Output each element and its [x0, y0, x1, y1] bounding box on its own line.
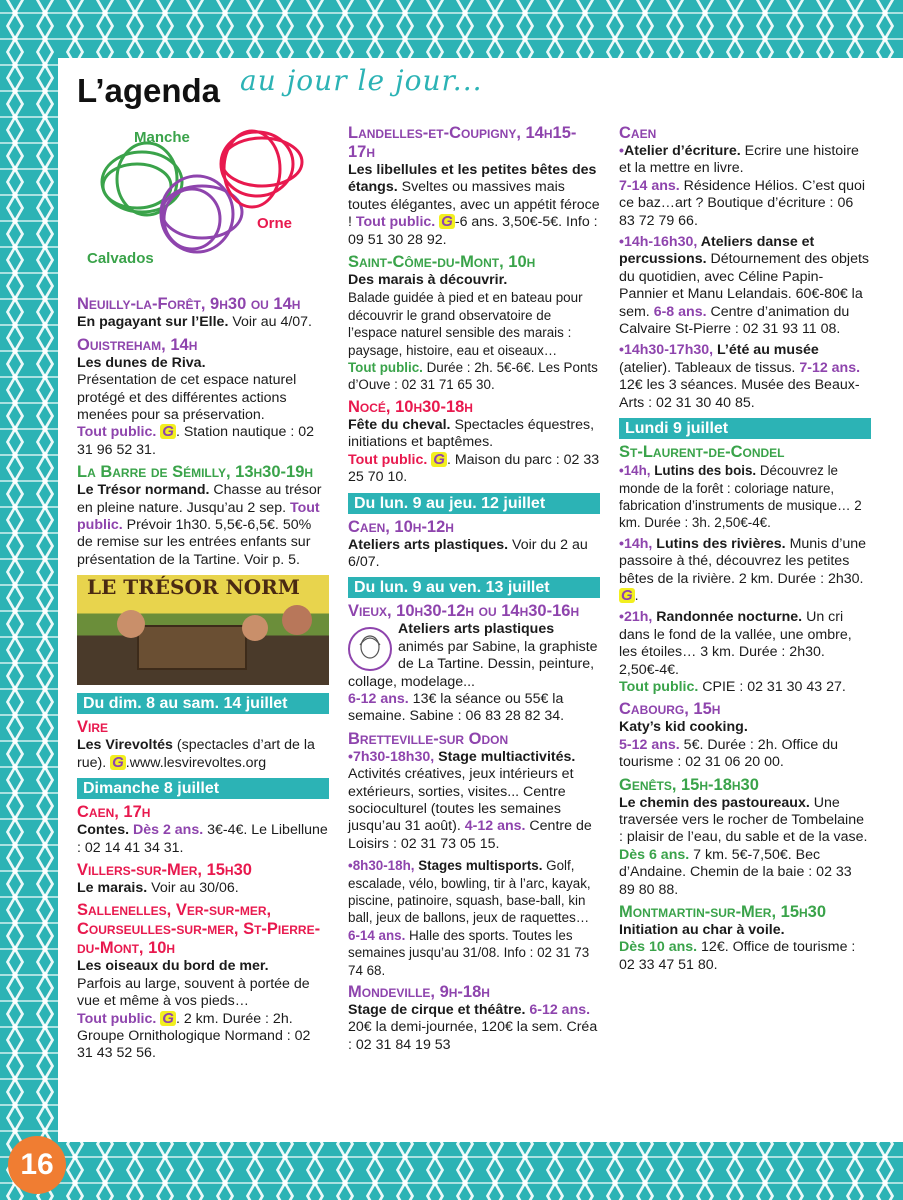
audience-label: Tout public. [619, 678, 699, 695]
age-label: 6-12 ans. [348, 690, 409, 707]
event-title: Fête du cheval. [348, 416, 451, 433]
event-item [77, 372, 329, 459]
event-details: . Station nautique : 02 31 96 52 31. [77, 424, 314, 458]
event-details: Prévoir 1h30. 5,5€-6,5€. 50% de remise sur les entrées enfants sur présentation de la Tartine. Voir p. 5. [77, 517, 312, 568]
date-bar: Du lun. 9 au ven. 13 juillet [348, 577, 600, 598]
event-place: Villers-sur-Mer, 15h30 [77, 860, 252, 879]
event-text: Activités créatives, jeux intérieurs et extérieurs, sorties, visites... Centre socioculturel (toutes les semaines jusqu’au 31 août). [348, 766, 574, 835]
event-title: Le chemin des pastoureaux. [619, 794, 810, 811]
age-label: 7-14 ans. [619, 177, 680, 194]
date-bar: Dimanche 8 juillet [77, 778, 329, 799]
event-place: Montmartin-sur-Mer, 15h30 [619, 903, 827, 922]
event-text: animés par Sabine, la graphiste de La Tartine. Dessin, peinture, collage, modelage... [348, 638, 598, 690]
event-place: Nocé, 10h30-18h [348, 397, 473, 416]
event-item [348, 621, 600, 725]
event-item [348, 417, 600, 487]
event-title: Ateliers danse et percussions. [619, 234, 815, 268]
event-item [77, 482, 329, 569]
event-details: . Maison du parc : 02 33 25 70 10. [348, 451, 600, 486]
map-label-calvados: Calvados [87, 250, 154, 267]
age-label: 7-12 ans. [799, 359, 861, 376]
event-place: Vire [77, 718, 109, 737]
event-item [619, 737, 871, 772]
event-place: Caen, 10h-12h [348, 517, 454, 536]
child-figure-icon [242, 615, 268, 641]
event-place: Genêts, 15h-18h30 [619, 775, 759, 794]
age-label: 6-14 ans. [348, 927, 406, 943]
event-text: Parfois au large, souvent à portée de vue et même à vos pieds… [77, 975, 310, 1010]
age-label: Dès 2 ans. [129, 822, 204, 839]
event-text: Un cri dans le fond de la vallée, une ombre, les étoiles… 3 km. Durée : 2h30. 2,50€-4€. [619, 609, 852, 678]
date-bar: Lundi 9 juillet [619, 418, 871, 439]
event-details: -6 ans. 3,50€-5€. Info : 09 51 30 28 92. [348, 214, 598, 248]
event-title: Lutins des rivières. [652, 535, 786, 552]
event-place: Saint-Côme-du-Mont, 10h [348, 253, 536, 272]
event-place: St-Laurent-de-Condel [619, 443, 785, 462]
treasure-chest-icon [137, 625, 247, 670]
page-title: L’agenda [77, 72, 221, 109]
event-title: Les libellules et les petites bêtes des étangs. [348, 162, 597, 196]
event-link[interactable]: .www.lesvirevoltes.org [125, 754, 267, 771]
page-number: 16 [8, 1136, 66, 1194]
map-label-manche: Manche [134, 129, 190, 146]
event-text: Découvrez le monde de la forêt : coloriage nature, fabrication d’instruments de musique… 2 km. Durée : 3h. 2,50€-4€. [619, 463, 862, 531]
age-label: 6-8 ans. [653, 303, 707, 320]
column-1 [77, 124, 329, 1063]
age-label: 5-12 ans. [619, 736, 680, 753]
event-details: 12€. Office de tourisme : 02 33 47 51 80. [619, 939, 856, 973]
audience-label: Tout public. [77, 424, 157, 441]
event-title: Les Virevoltés [77, 737, 173, 754]
event-item [77, 880, 329, 897]
event-item [619, 795, 871, 899]
free-g-icon: G [621, 586, 633, 604]
event-item [348, 162, 600, 249]
column-2 [348, 124, 600, 1054]
date-bar: Du dim. 8 au sam. 14 juillet [77, 693, 329, 714]
event-item [619, 462, 871, 532]
event-title: Katy’s kid cooking. [619, 719, 748, 736]
event-item [77, 822, 329, 857]
event-text: Balade guidée à pied et en bateau pour découvrir le grand observatoire de l’espace naturel sensible des marais : paysage, histoire, eau et oiseaux… [348, 290, 583, 358]
audience-label: Tout public. [348, 360, 423, 376]
event-title: Stage multiactivités. [434, 748, 576, 765]
event-time: •8h30-18h, [348, 858, 415, 874]
event-item [619, 234, 871, 338]
event-place: Bretteville-sur Odon [348, 729, 509, 748]
event-item [619, 939, 871, 974]
event-place: La Barre de Sémilly, 13h30-19h [77, 463, 314, 482]
event-text: Présentation de cet espace naturel protégé et des différentes actions menées pour sa préservation. [77, 372, 297, 424]
event-time: •14h-16h30, [619, 234, 698, 251]
map-label-orne: Orne [257, 215, 293, 232]
event-place: Caen, 17h [77, 803, 151, 822]
event-title: Le Trésor normand. [77, 482, 210, 499]
event-time: • [619, 143, 624, 159]
event-text: Chasse au trésor en pleine nature. Jusqu’au 2 sep. [77, 482, 322, 516]
event-item [348, 749, 600, 853]
event-details: 7 km. 5€-7,50€. Bec d’Andaine. Chemin de la baie : 02 33 89 80 88. [619, 846, 852, 898]
treasure-photo [77, 575, 329, 685]
event-item [348, 537, 600, 572]
audience-label: Tout public. [77, 1010, 157, 1027]
event-item [77, 976, 329, 1063]
event-title: Des marais à découvrir. [348, 272, 508, 289]
event-text: Sveltes ou massives mais toutes élégantes, avec un appétit féroce ! [348, 179, 600, 231]
event-place: Neuilly-la-Forêt, 9h30 ou 14h [77, 295, 301, 314]
event-details: 13€ la séance ou 55€ la semaine. Sabine : 06 83 28 82 34. [348, 690, 565, 725]
event-title: Les dunes de Riva. [77, 354, 206, 371]
age-label: 6-12 ans. [525, 1002, 591, 1019]
audience-label: Tout public. [355, 214, 436, 231]
event-details: 12€ les 3 séances. Musée des Beaux-Arts : 02 31 30 40 85. [619, 377, 860, 411]
free-g-icon: G [162, 423, 174, 441]
event-text: (spectacles d’art de la rue). [77, 737, 315, 771]
event-text: Spectacles équestres, initiations et baptêmes. [348, 416, 595, 451]
free-g-icon: G [112, 753, 124, 771]
event-text: Ecrire une histoire et la mettre en livre. [619, 143, 859, 177]
event-item [77, 314, 329, 331]
event-title: Lutins des bois. [650, 463, 757, 479]
photo-sign-text: LE TRÉSOR NORM [87, 575, 300, 600]
event-details: Durée : 2h. 5€-6€. Les Ponts d’Ouve : 02 31 71 65 30. [348, 360, 598, 393]
event-item [348, 1002, 600, 1054]
event-place: Ouistreham, 14h [77, 335, 198, 354]
event-title: En pagayant sur l’Elle. [77, 314, 229, 331]
event-place: Caen [619, 124, 657, 142]
date-bar: Du lun. 9 au jeu. 12 juillet [348, 493, 600, 514]
event-details: 20€ la demi-journée, 120€ la sem. Créa : 02 31 84 19 53 [348, 1019, 598, 1053]
event-time: •7h30-18h30, [348, 748, 435, 765]
event-details: . 2 km. Durée : 2h. Groupe Ornithologique Normand : 02 31 43 52 56. [77, 1010, 311, 1062]
audience-label: Tout public. [348, 451, 428, 468]
free-g-icon: G [441, 213, 453, 231]
event-title: L’été au musée [713, 342, 819, 359]
event-time: •21h, [619, 609, 653, 626]
event-details: Résidence Hélios. C’est quoi ce baz…art ? Boutique d’écriture : 06 83 72 79 66. [619, 177, 866, 229]
event-text: Golf, escalade, vélo, bowling, tir à l’arc, kayak, piscine, patinoire, squash, base-ball, kin ball, jeux de ballons, jeux de raquettes… [348, 858, 591, 926]
event-text: Voir au 4/07. [228, 314, 312, 331]
event-title: Randonnée nocturne. [652, 609, 803, 626]
event-place: Landelles-et-Coupigny, 14h15-17h [348, 124, 577, 161]
event-place: Mondeville, 9h-18h [348, 983, 490, 1002]
event-text: (atelier). Tableaux de tissus. [619, 359, 800, 376]
child-figure-icon [282, 605, 312, 635]
event-details: Centre d’animation du Calvaire St-Pierre : 02 31 93 11 08. [619, 303, 850, 338]
event-title: Contes. [77, 822, 130, 839]
age-label: Dès 10 ans. [619, 939, 698, 956]
age-label: 4-12 ans. [464, 818, 526, 835]
event-details: 5€. Durée : 2h. Office du tourisme : 02 31 06 20 00. [619, 736, 838, 771]
event-details: Centre de Loisirs : 02 31 73 05 15. [348, 818, 592, 852]
free-g-icon: G [433, 450, 445, 468]
event-title: Les oiseaux du bord de mer. [77, 958, 269, 975]
event-title: Stage de cirque et théâtre. [348, 1002, 526, 1019]
event-details: Halle des sports. Toutes les semaines jusqu’au 31/08. Info : 02 31 73 74 68. [348, 927, 590, 978]
age-label: Dès 6 ans. [619, 846, 690, 863]
event-details: CPIE : 02 31 30 43 27. [698, 678, 846, 695]
event-text: Munis d’une passoire à thé, découvrez les petites bêtes de la rivière. 2 km. Durée : 2h30. [619, 535, 867, 587]
event-place: Cabourg, 15h [619, 700, 721, 719]
scribble-map-icon [77, 124, 329, 274]
event-text: Une traversée vers le rocher de Tombelaine : plaisir de l’eau, du sable et de la vase. [619, 794, 868, 846]
event-title: Le marais. [77, 879, 148, 896]
page-title-script: au jour le jour... [240, 64, 483, 97]
event-time: •14h, [619, 463, 651, 479]
event-text: Détournement des objets du quotidien, avec Céline Papin-Pannier et Manu Lelandais. 60€-80€ la sem. [619, 251, 869, 320]
event-place: Sallenelles, Ver-sur-mer, Courseulles-sur-mer, St-Pierre-du-Mont, 10h [77, 901, 321, 958]
event-text: Voir du 2 au 6/07. [348, 536, 588, 570]
event-place: Vieux, 10h30-12h ou 14h30-16h [348, 602, 580, 621]
event-item [619, 342, 871, 412]
event-item [619, 609, 871, 696]
audience-label: Tout public. [77, 499, 320, 534]
event-item [348, 857, 600, 979]
event-item [619, 143, 871, 230]
event-title: Stages multisports. [414, 858, 543, 874]
free-g-icon: G [162, 1009, 174, 1027]
event-text: Voir au 30/06. [147, 879, 239, 896]
event-item [348, 289, 600, 393]
event-title: Initiation au char à voile. [619, 922, 785, 939]
sabine-portrait-icon [348, 625, 392, 673]
event-details: 3€-4€. Le Libellune : 02 14 41 34 31. [77, 822, 328, 856]
event-title: Ateliers arts plastiques [398, 621, 555, 638]
event-item: •14h, Lutins des rivières. Munis d’une passoire à thé, découvrez les petites bêtes de la rivière. 2 km. Durée : 2h30. G . [619, 535, 867, 604]
event-title: Ateliers arts plastiques. [348, 536, 509, 553]
event-time: •14h30-17h30, [619, 342, 714, 359]
event-item [77, 737, 329, 772]
event-time: •14h, [619, 535, 653, 552]
column-3 [619, 124, 871, 974]
event-title: Atelier d’écriture. [623, 143, 741, 159]
